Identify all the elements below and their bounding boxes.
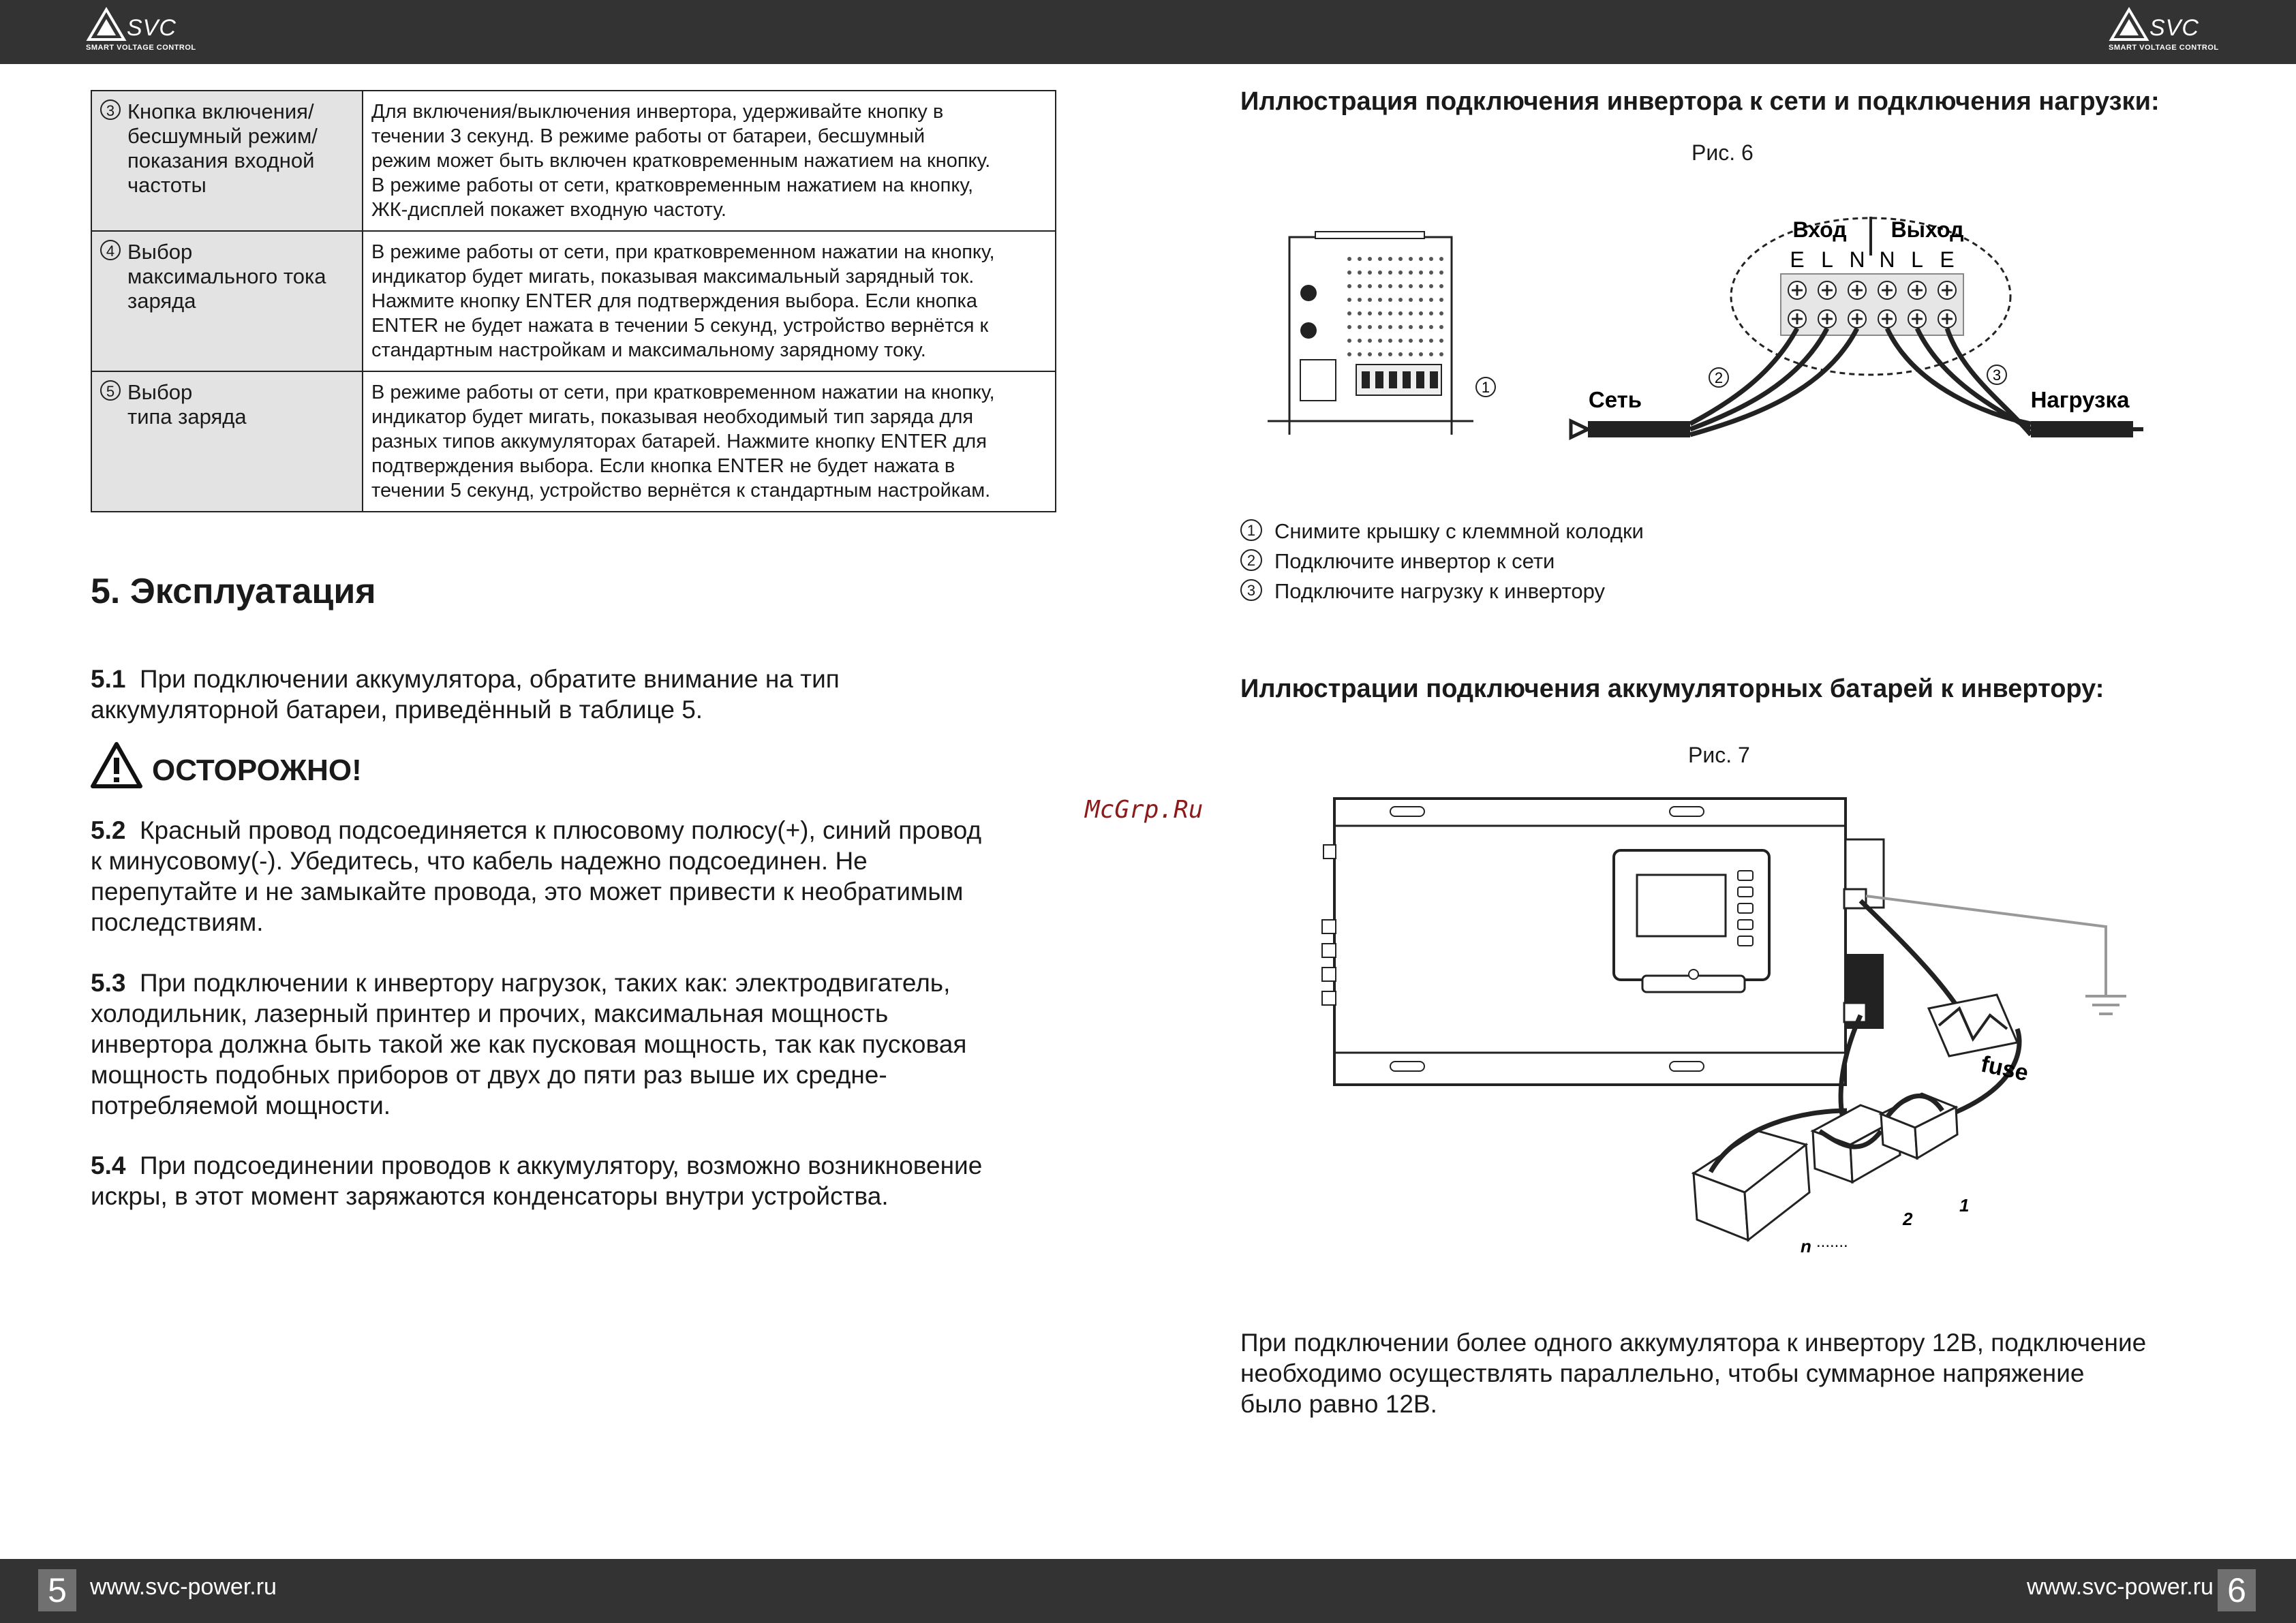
step-text: Снимите крышку с клеммной колодки bbox=[1274, 519, 1644, 543]
paragraph-line: При подключении к инвертору нагрузок, таких как: электродвигатель, bbox=[140, 969, 951, 997]
key-line: заряда bbox=[127, 289, 196, 313]
website-link-left[interactable]: www.svc-power.ru bbox=[90, 1574, 277, 1600]
paragraph-line: к минусовому(-). Убедитесь, что кабель надежно подсоединен. Не bbox=[91, 847, 868, 875]
footer-bar bbox=[0, 1559, 2296, 1623]
page-number-right: 6 bbox=[2218, 1569, 2256, 1611]
step-text: Подключите инвертор к сети bbox=[1274, 549, 1555, 573]
logo-triangle-icon bbox=[86, 7, 127, 42]
step-number: 1 bbox=[1240, 519, 1262, 541]
warning-title: ОСТОРОЖНО! bbox=[152, 754, 362, 787]
ground-icon bbox=[2085, 996, 2126, 1014]
paragraph-line: перепутайте и не замыкайте провода, это может привести к необратимым bbox=[91, 878, 964, 906]
paragraph-line: При подсоединении проводов к аккумулятору, возможно возникновение bbox=[140, 1151, 983, 1179]
table-value-cell bbox=[363, 91, 1056, 231]
key-line: Кнопка включения/ bbox=[127, 99, 314, 123]
paragraph-number: 5.2 bbox=[91, 816, 126, 844]
value-line: ENTER не будет нажата в течении 5 секунд, устройство вернётся к bbox=[371, 315, 989, 337]
key-line: максимального тока bbox=[127, 264, 326, 288]
paragraph-5-1 bbox=[91, 664, 1072, 725]
callout-2-label: 2 bbox=[1714, 369, 1724, 386]
terminal-l-in: L bbox=[1821, 247, 1833, 272]
figure7-diagram bbox=[1315, 790, 2160, 1267]
paragraph-line: холодильник, лазерный принтер и прочих, максимальная мощность bbox=[91, 1000, 889, 1027]
load-cable bbox=[1887, 328, 2031, 435]
paragraph-number: 5.4 bbox=[91, 1151, 126, 1179]
step-number: 3 bbox=[1240, 579, 1262, 601]
logo-brand: SVC bbox=[127, 15, 177, 41]
callout-1-label: 1 bbox=[1481, 379, 1490, 396]
website-link-right[interactable]: www.svc-power.ru bbox=[2027, 1574, 2214, 1600]
paragraph-number: 5.1 bbox=[91, 665, 126, 693]
page-number-left: 5 bbox=[38, 1569, 76, 1611]
table-key-cell bbox=[91, 371, 363, 512]
key-line: Выбор bbox=[127, 240, 193, 264]
connection-steps bbox=[1240, 516, 1644, 606]
value-line: В режиме работы от сети, при кратковременном нажатии на кнопку, bbox=[371, 241, 995, 263]
table-key-cell bbox=[91, 231, 363, 371]
input-label: Вход bbox=[1792, 217, 1847, 242]
key-line: типа заряда bbox=[127, 405, 247, 429]
paragraph-5-4 bbox=[91, 1150, 1072, 1211]
figure6-heading: Иллюстрация подключения инвертора к сети и подключения нагрузки: bbox=[1240, 87, 2160, 116]
fuse-label: fuse bbox=[1978, 1051, 2031, 1087]
paragraph-line: При подключении аккумулятора, обратите внимание на тип bbox=[140, 665, 840, 693]
value-line: В режиме работы от сети, при кратковременном нажатии на кнопку, bbox=[371, 382, 995, 403]
parallel-connection-note bbox=[1240, 1327, 2235, 1419]
value-line: стандартным настройкам и максимальному зарядному току. bbox=[371, 339, 926, 361]
battery-n-label: n bbox=[1801, 1236, 1811, 1256]
buttons-table bbox=[91, 90, 1056, 512]
paragraph-line: последствиям. bbox=[91, 908, 264, 936]
step-number: 2 bbox=[1240, 549, 1262, 571]
battery-2-label: 2 bbox=[1903, 1209, 1913, 1229]
key-line: частоты bbox=[127, 173, 206, 197]
value-line: разных типов аккумуляторах батарей. Нажмите кнопку ENTER для bbox=[371, 431, 987, 452]
logo-brand: SVC bbox=[2149, 15, 2199, 41]
paragraph-line: аккумуляторной батареи, приведённый в таблице 5. bbox=[91, 696, 703, 724]
header-bar bbox=[0, 0, 2296, 64]
svc-logo-right bbox=[2109, 5, 2218, 55]
paragraph-line: инвертора должна быть такой же как пусковая мощность, так как пусковая bbox=[91, 1030, 967, 1058]
value-line: индикатор будет мигать, показывая необходимый тип заряда для bbox=[371, 406, 974, 428]
key-line: бесшумный режим/ bbox=[127, 124, 318, 148]
figure7-heading: Иллюстрации подключения аккумуляторных батарей к инвертору: bbox=[1240, 675, 2104, 703]
figure6-caption: Рис. 6 bbox=[1692, 140, 1754, 165]
terminal-l-out: L bbox=[1911, 247, 1923, 272]
note-line: необходимо осуществлять параллельно, чтобы суммарное напряжение bbox=[1240, 1359, 2085, 1387]
value-line: течении 3 секунд. В режиме работы от батареи, бесшумный bbox=[371, 125, 925, 147]
list-item bbox=[1240, 576, 1644, 606]
callout-3-label: 3 bbox=[1992, 367, 2002, 384]
logo-tagline: SMART VOLTAGE CONTROL bbox=[86, 44, 196, 52]
value-line: индикатор будет мигать, показывая максимальный зарядный ток. bbox=[371, 266, 975, 288]
terminal-n-out: N bbox=[1879, 247, 1895, 272]
key-line: Выбор bbox=[127, 380, 193, 404]
value-line: течении 5 секунд, устройство вернётся к стандартным настройкам. bbox=[371, 480, 991, 501]
battery-bank-image bbox=[1694, 1094, 1957, 1240]
svc-logo-left bbox=[86, 5, 195, 55]
table-row bbox=[91, 371, 1056, 512]
inverter-device-image bbox=[1268, 232, 1473, 435]
warning-triangle-icon bbox=[91, 741, 142, 789]
inverter-side-image bbox=[1322, 799, 1884, 1085]
table-key-cell bbox=[91, 91, 363, 231]
figure7-caption: Рис. 7 bbox=[1688, 743, 1750, 767]
figure6-diagram bbox=[1254, 198, 2167, 470]
paragraph-number: 5.3 bbox=[91, 969, 126, 997]
key-line: показания входной bbox=[127, 149, 315, 172]
step-text: Подключите нагрузку к инвертору bbox=[1274, 579, 1605, 603]
section-title: 5. Эксплуатация bbox=[91, 572, 376, 611]
watermark-link[interactable]: McGrp.Ru bbox=[1085, 796, 1204, 824]
mains-label: Сеть bbox=[1588, 387, 1642, 412]
paragraph-line: мощность подобных приборов от двух до пяти раз выше их средне- bbox=[91, 1061, 887, 1089]
fuse-icon bbox=[1929, 995, 2017, 1056]
circled-number: 4 bbox=[100, 240, 121, 260]
value-line: ЖК-дисплей покажет входную частоту. bbox=[371, 199, 726, 221]
paragraph-5-2 bbox=[91, 815, 1072, 938]
logo-tagline: SMART VOLTAGE CONTROL bbox=[2109, 44, 2219, 52]
paragraph-5-3 bbox=[91, 968, 1072, 1121]
list-item bbox=[1240, 516, 1644, 546]
paragraph-line: Красный провод подсоединяется к плюсовому полюсу(+), синий провод bbox=[140, 816, 982, 844]
paragraph-line: искры, в этот момент заряжаются конденсаторы внутри устройства. bbox=[91, 1182, 889, 1210]
terminal-n-in: N bbox=[1849, 247, 1865, 272]
logo-triangle-icon bbox=[2109, 7, 2149, 42]
terminal-e-out: E bbox=[1940, 247, 1955, 272]
table-value-cell bbox=[363, 231, 1056, 371]
value-line: В режиме работы от сети, кратковременным нажатием на кнопку, bbox=[371, 174, 974, 196]
table-row bbox=[91, 231, 1056, 371]
battery-1-label: 1 bbox=[1959, 1195, 1970, 1216]
value-line: режим может быть включен кратковременным нажатием на кнопку. bbox=[371, 150, 991, 172]
note-line: При подключении более одного аккумулятора к инвертору 12В, подключение bbox=[1240, 1329, 2147, 1357]
value-line: Для включения/выключения инвертора, удерживайте кнопку в bbox=[371, 101, 944, 123]
list-item bbox=[1240, 546, 1644, 576]
terminal-e-in: E bbox=[1790, 247, 1805, 272]
table-row bbox=[91, 91, 1056, 231]
value-line: Нажмите кнопку ENTER для подтверждения выбора. Если кнопка bbox=[371, 290, 978, 312]
table-value-cell bbox=[363, 371, 1056, 512]
circled-number: 3 bbox=[100, 99, 121, 120]
load-label: Нагрузка bbox=[2030, 387, 2130, 412]
terminal-block bbox=[1781, 274, 1963, 335]
paragraph-line: потребляемой мощности. bbox=[91, 1092, 391, 1119]
output-label: Выход bbox=[1891, 217, 1964, 242]
ground-wire bbox=[1866, 896, 2106, 995]
value-line: подтверждения выбора. Если кнопка ENTER не будет нажата в bbox=[371, 455, 955, 477]
ellipsis-dots: ....... bbox=[1816, 1233, 1848, 1251]
circled-number: 5 bbox=[100, 380, 121, 401]
note-line: было равно 12В. bbox=[1240, 1390, 1437, 1418]
